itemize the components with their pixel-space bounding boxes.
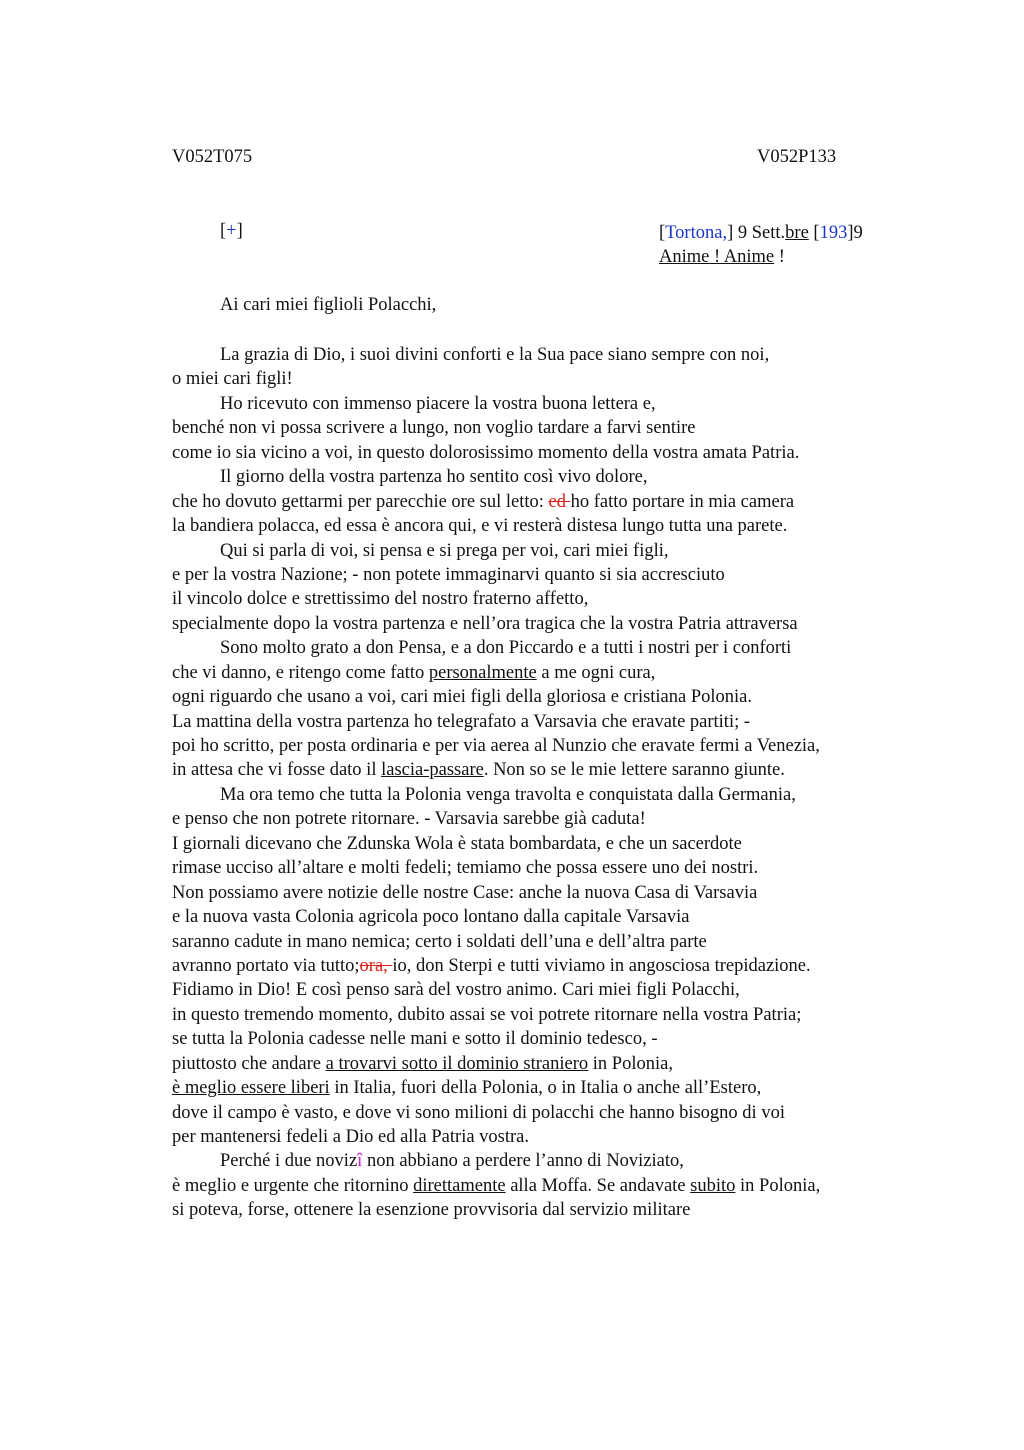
text-span: a me ogni cura,	[536, 662, 656, 683]
body-line: il vincolo dolce e strettissimo del nostro fraterno affetto,	[172, 589, 589, 610]
motto-line	[659, 245, 863, 269]
struck-text: ed	[548, 491, 571, 512]
month-abbrev: bre	[785, 223, 809, 243]
cross-mark	[220, 221, 243, 242]
place-name: Tortona,	[665, 223, 728, 243]
body-line	[172, 1076, 932, 1100]
body-line: saranno cadute in mano nemica; certo i soldati dell’una e dell’altra parte	[172, 931, 707, 952]
underlined-text: direttamente	[413, 1175, 506, 1196]
text-span: Perché i due noviz	[220, 1151, 358, 1172]
text-span: io, don Sterpi e tutti viviamo in angosciosa trepidazione.	[392, 955, 811, 976]
cross-bracket-close: ]	[236, 221, 243, 241]
underlined-text: a trovarvi sotto il dominio straniero	[325, 1053, 589, 1074]
text-span: in Italia, fuori della Polonia, o in Italia o anche all’Estero,	[329, 1078, 762, 1099]
text-span: . Non so se le mie lettere saranno giunte.	[483, 760, 785, 781]
body-line: la bandiera polacca, ed essa è ancora qui, e vi resterà distesa lungo tutta una parete.	[172, 516, 788, 537]
body-line	[172, 661, 932, 685]
text-span: in attesa che vi fosse dato il	[172, 760, 382, 781]
underlined-text: personalmente	[428, 662, 537, 683]
body-line: come io sia vicino a voi, in questo dolorosissimo momento della vostra amata Patria.	[172, 442, 800, 463]
body-line: rimase ucciso all’altare e molti fedeli; temiamo che possa essere uno dei nostri.	[172, 858, 759, 879]
text-span: piuttosto che andare	[172, 1053, 326, 1074]
body-line: e penso che non potrete ritornare. - Varsavia sarebbe già caduta!	[172, 809, 646, 830]
motto-end: !	[774, 247, 785, 267]
editorial-mark: î	[357, 1151, 363, 1172]
body-line: Fidiamo in Dio! E così penso sarà del vostro animo. Cari miei figli Polacchi,	[172, 980, 740, 1001]
body-line: in questo tremendo momento, dubito assai se voi potrete ritornare nella vostra Patria;	[172, 1004, 802, 1025]
cross-symbol: +	[226, 221, 237, 241]
body-line: se tutta la Polonia cadesse nelle mani e sotto il dominio tedesco, -	[172, 1029, 658, 1050]
body-line: ogni riguardo che usano a voi, cari miei figli della gloriosa e cristiana Polonia.	[172, 687, 753, 708]
body-line: dove il campo è vasto, e dove vi sono milioni di polacchi che hanno bisogno di voi	[172, 1102, 785, 1123]
body-line	[172, 1052, 932, 1076]
body-line: La grazia di Dio, i suoi divini conforti e la Sua pace siano sempre con noi,	[220, 345, 770, 365]
header-right-code: V052P133	[757, 147, 837, 167]
date-text: ] 9 Sett.	[727, 223, 786, 243]
text-span: è meglio e urgente che ritornino	[172, 1175, 414, 1196]
body-line: Sono molto grato a don Pensa, e a don Piccardo e a tutti i nostri per i conforti	[220, 638, 792, 659]
body-line: benché non vi possa scrivere a lungo, non voglio tardare a farvi sentire	[172, 418, 696, 439]
body-line: Qui si parla di voi, si pensa e si prega per voi, cari miei figli,	[220, 540, 669, 561]
text-span: che ho dovuto gettarmi per parecchie ore sul letto:	[172, 491, 549, 512]
text-span: che vi danno, e ritengo come fatto	[172, 662, 429, 683]
body-line	[172, 490, 932, 514]
body-line: per mantenersi fedeli a Dio ed alla Patria vostra.	[172, 1127, 530, 1147]
place-and-date	[659, 221, 863, 269]
text-span: in Polonia,	[588, 1053, 673, 1074]
body-line: La mattina della vostra partenza ho telegrafato a Varsavia che eravate partiti; -	[172, 711, 751, 732]
body-line: e per la vostra Nazione; - non potete immaginarvi quanto si sia accresciuto	[172, 564, 725, 585]
text-span: in Polonia,	[735, 1175, 821, 1196]
body-line: e la nuova vasta Colonia agricola poco lontano dalla capitale Varsavia	[172, 907, 690, 928]
header-left-code: V052T075	[172, 147, 253, 167]
year-bracket-open: [	[808, 223, 820, 243]
underlined-text: è meglio essere liberi	[172, 1078, 330, 1099]
text-span: non abbiano a perdere l’anno di Noviziato,	[362, 1151, 684, 1172]
body-line	[172, 758, 932, 782]
date-line	[659, 221, 863, 245]
addressee: Ai cari miei figlioli Polacchi,	[220, 295, 437, 315]
body-line: poi ho scritto, per posta ordinaria e per via aerea al Nunzio che eravate fermi a Venezia,	[172, 736, 820, 756]
body-line	[172, 1174, 932, 1198]
text-span: ho fatto portare in mia camera	[570, 491, 795, 512]
body-line: specialmente dopo la vostra partenza e nell’ora tragica che la vostra Patria attraversa	[172, 613, 798, 634]
underlined-text: subito	[690, 1175, 736, 1196]
underlined-text: lascia-passare	[381, 760, 484, 781]
body-line	[172, 954, 932, 978]
motto: Anime ! Anime	[659, 247, 775, 267]
text-span: alla Moffa. Se andavate	[505, 1175, 691, 1196]
body-line: Ma ora temo che tutta la Polonia venga travolta e conquistata dalla Germania,	[220, 784, 796, 805]
body-line: o miei cari figli!	[172, 369, 293, 390]
year-editorial: 193	[819, 223, 848, 243]
year-close: ]9	[847, 223, 863, 243]
cross-bracket-open: [	[220, 221, 227, 241]
struck-text: ora,	[359, 955, 393, 976]
body-line: I giornali dicevano che Zdunska Wola è stata bombardata, e che un sacerdote	[172, 833, 742, 854]
text-span: avranno portato via tutto;	[172, 955, 360, 976]
body-line: Ho ricevuto con immenso piacere la vostra buona lettera e,	[220, 393, 656, 414]
body-line: Il giorno della vostra partenza ho sentito così vivo dolore,	[220, 467, 648, 488]
letter-body	[172, 343, 932, 1223]
place-bracket-open: [	[659, 223, 666, 243]
body-line	[172, 1149, 932, 1173]
body-line: Non possiamo avere notizie delle nostre Case: anche la nuova Casa di Varsavia	[172, 882, 758, 903]
body-line: si poteva, forse, ottenere la esenzione provvisoria dal servizio militare	[172, 1200, 691, 1221]
